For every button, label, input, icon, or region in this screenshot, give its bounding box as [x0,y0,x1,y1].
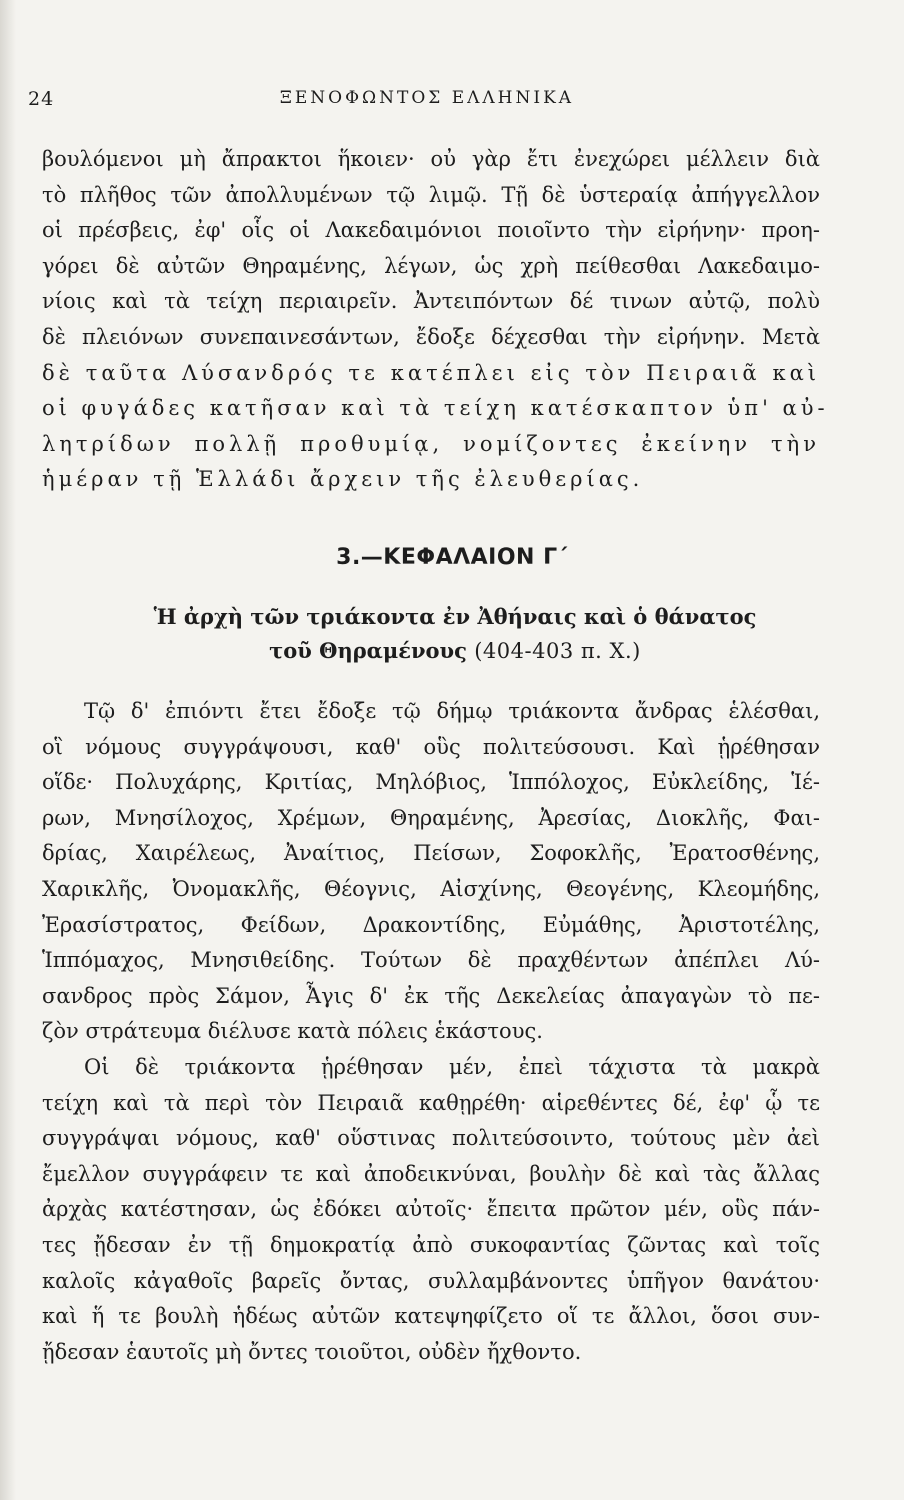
text-line-spaced: δὲ ταῦτα Λύσανδρός τε κατέπλει εἰς τὸν Πειραιᾶ καὶ [42,360,820,385]
paragraph-1 [42,142,829,498]
text-line: Οἱ δὲ τριάκοντα ᾑρέθησαν μέν, ἐπεὶ τάχιστα τὰ μακρὰ [84,1055,820,1079]
page-gutter-shadow [0,0,16,1500]
text-line: νίοις καὶ τὰ τείχη περιαιρεῖν. Ἀντειπόντων δέ τινων αὐτῷ, πολὺ [42,289,820,314]
text-line: ρων, Μνησίλοχος, Χρέμων, Θηραμένης, Ἀρεσίας, Διοκλῆς, Φαι- [42,805,820,830]
text-line: οἳ νόμους συγγράψουσι, καθ' οὓς πολιτεύσουσι. Καὶ ᾑρέθησαν [42,734,820,759]
chapter-heading: 3.—ΚΕΦΑΛΑΙΟΝ Γ΄ [336,545,568,570]
text-line: οἵδε· Πολυχάρης, Κριτίας, Μηλόβιος, Ἱππόλοχος, Εὐκλείδης, Ἱέ- [42,770,820,795]
text-line-spaced: λητρίδων πολλῇ προθυμίᾳ, νομίζοντες ἐκείνην τὴν [42,431,820,456]
text-line-spaced: ἡμέραν τῇ Ἑλλάδι ἄρχειν τῆς ἐλευθερίας. [42,467,644,492]
page-number: 24 [28,88,55,110]
text-line: καὶ ἥ τε βουλὴ ἡδέως αὐτῶν κατεψηφίζετο οἵ τε ἄλλοι, ὅσοι συν- [42,1304,820,1329]
text-line: τείχη καὶ τὰ περὶ τὸν Πειραιᾶ καθῃρέθη· αἱρεθέντες δέ, ἐφ' ᾧ τε [42,1090,820,1115]
running-header [28,88,826,118]
chapter-subtitle-line-1: Ἡ ἀρχὴ τῶν τριάκοντα ἐν Ἀθήναις καὶ ὁ θάνατος [153,604,757,629]
text-line: βουλόμενοι μὴ ἄπρακτοι ἥκοιεν· οὐ γὰρ ἔτι ἐνεχώρει μέλλειν διὰ [42,147,820,171]
chapter-subtitle-line-2 [90,634,820,668]
text-line: Ἐρασίστρατος, Φείδων, Δρακοντίδης, Εὐμάθης, Ἀριστοτέλης, [42,912,820,937]
text-line: ζὸν στράτευμα διέλυσε κατὰ πόλεις ἑκάστους. [42,1019,543,1044]
text-line: δρίας, Χαιρέλεως, Ἀναίτιος, Πείσων, Σοφοκλῆς, Ἐρατοσθένης, [42,841,820,866]
text-line: δὲ πλειόνων συνεπαινεσάντων, ἔδοξε δέχεσθαι τὴν εἰρήνην. Μετὰ [42,324,820,349]
text-line: ἔμελλον συγγράφειν τε καὶ ἀποδεικνύναι, βουλὴν δὲ καὶ τὰς ἄλλας [42,1161,820,1186]
text-line: σανδρος πρὸς Σάμον, Ἆγις δ' ἐκ τῆς Δεκελείας ἀπαγαγὼν τὸ πε- [42,983,820,1008]
text-line: Χαρικλῆς, Ὀνομακλῆς, Θέογνις, Αἰσχίνης, Θεογένης, Κλεομήδης, [42,876,820,901]
chapter-subtitle-name: τοῦ Θηραμένους [269,638,467,663]
text-line: ἀρχὰς κατέστησαν, ὡς ἐδόκει αὐτοῖς· ἔπειτα πρῶτον μέν, οὓς πάν- [42,1197,820,1222]
text-line: τες ᾔδεσαν ἐν τῇ δημοκρατίᾳ ἀπὸ συκοφαντίας ζῶντας καὶ τοῖς [42,1232,820,1257]
text-line: συγγράψαι νόμους, καθ' οὕστινας πολιτεύσοιντο, τούτους μὲν ἀεὶ [42,1126,820,1151]
running-title: ΞΕΝΟΦΩΝΤΟΣ ΕΛΛΗΝΙΚΑ [279,88,575,108]
chapter-subtitle [90,600,820,668]
text-line: τὸ πλῆθος τῶν ἀπολλυμένων τῷ λιμῷ. Τῇ δὲ ὑστεραίᾳ ἀπήγγελλον [42,182,820,207]
text-line: ᾔδεσαν ἑαυτοῖς μὴ ὄντες τοιοῦτοι, οὐδὲν ἤχθοντο. [42,1339,582,1364]
paragraph-3 [42,1050,820,1370]
text-line-spaced: οἱ φυγάδες κατῆσαν καὶ τὰ τείχη κατέσκαπτον ὑπ' αὐ- [42,396,829,421]
text-line: γόρει δὲ αὐτῶν Θηραμένης, λέγων, ὡς χρὴ πείθεσθαι Λακεδαιμο- [42,253,820,278]
text-line: Ἱππόμαχος, Μνησιθείδης. Τούτων δὲ πραχθέντων ἀπέπλει Λύ- [42,948,820,973]
chapter-subtitle-dates: (404-403 π. Χ.) [474,639,641,663]
text-line: Τῷ δ' ἐπιόντι ἔτει ἔδοξε τῷ δήμῳ τριάκοντα ἄνδρας ἑλέσθαι, [84,699,820,723]
text-line: καλοῖς κἀγαθοῖς βαρεῖς ὄντας, συλλαμβάνοντες ὑπῆγον θανάτου· [42,1268,820,1293]
text-line: οἱ πρέσβεις, ἐφ' οἷς οἱ Λακεδαιμόνιοι ποιοῖντο τὴν εἰρήνην· προη- [42,218,820,243]
paragraph-2 [42,694,820,1050]
